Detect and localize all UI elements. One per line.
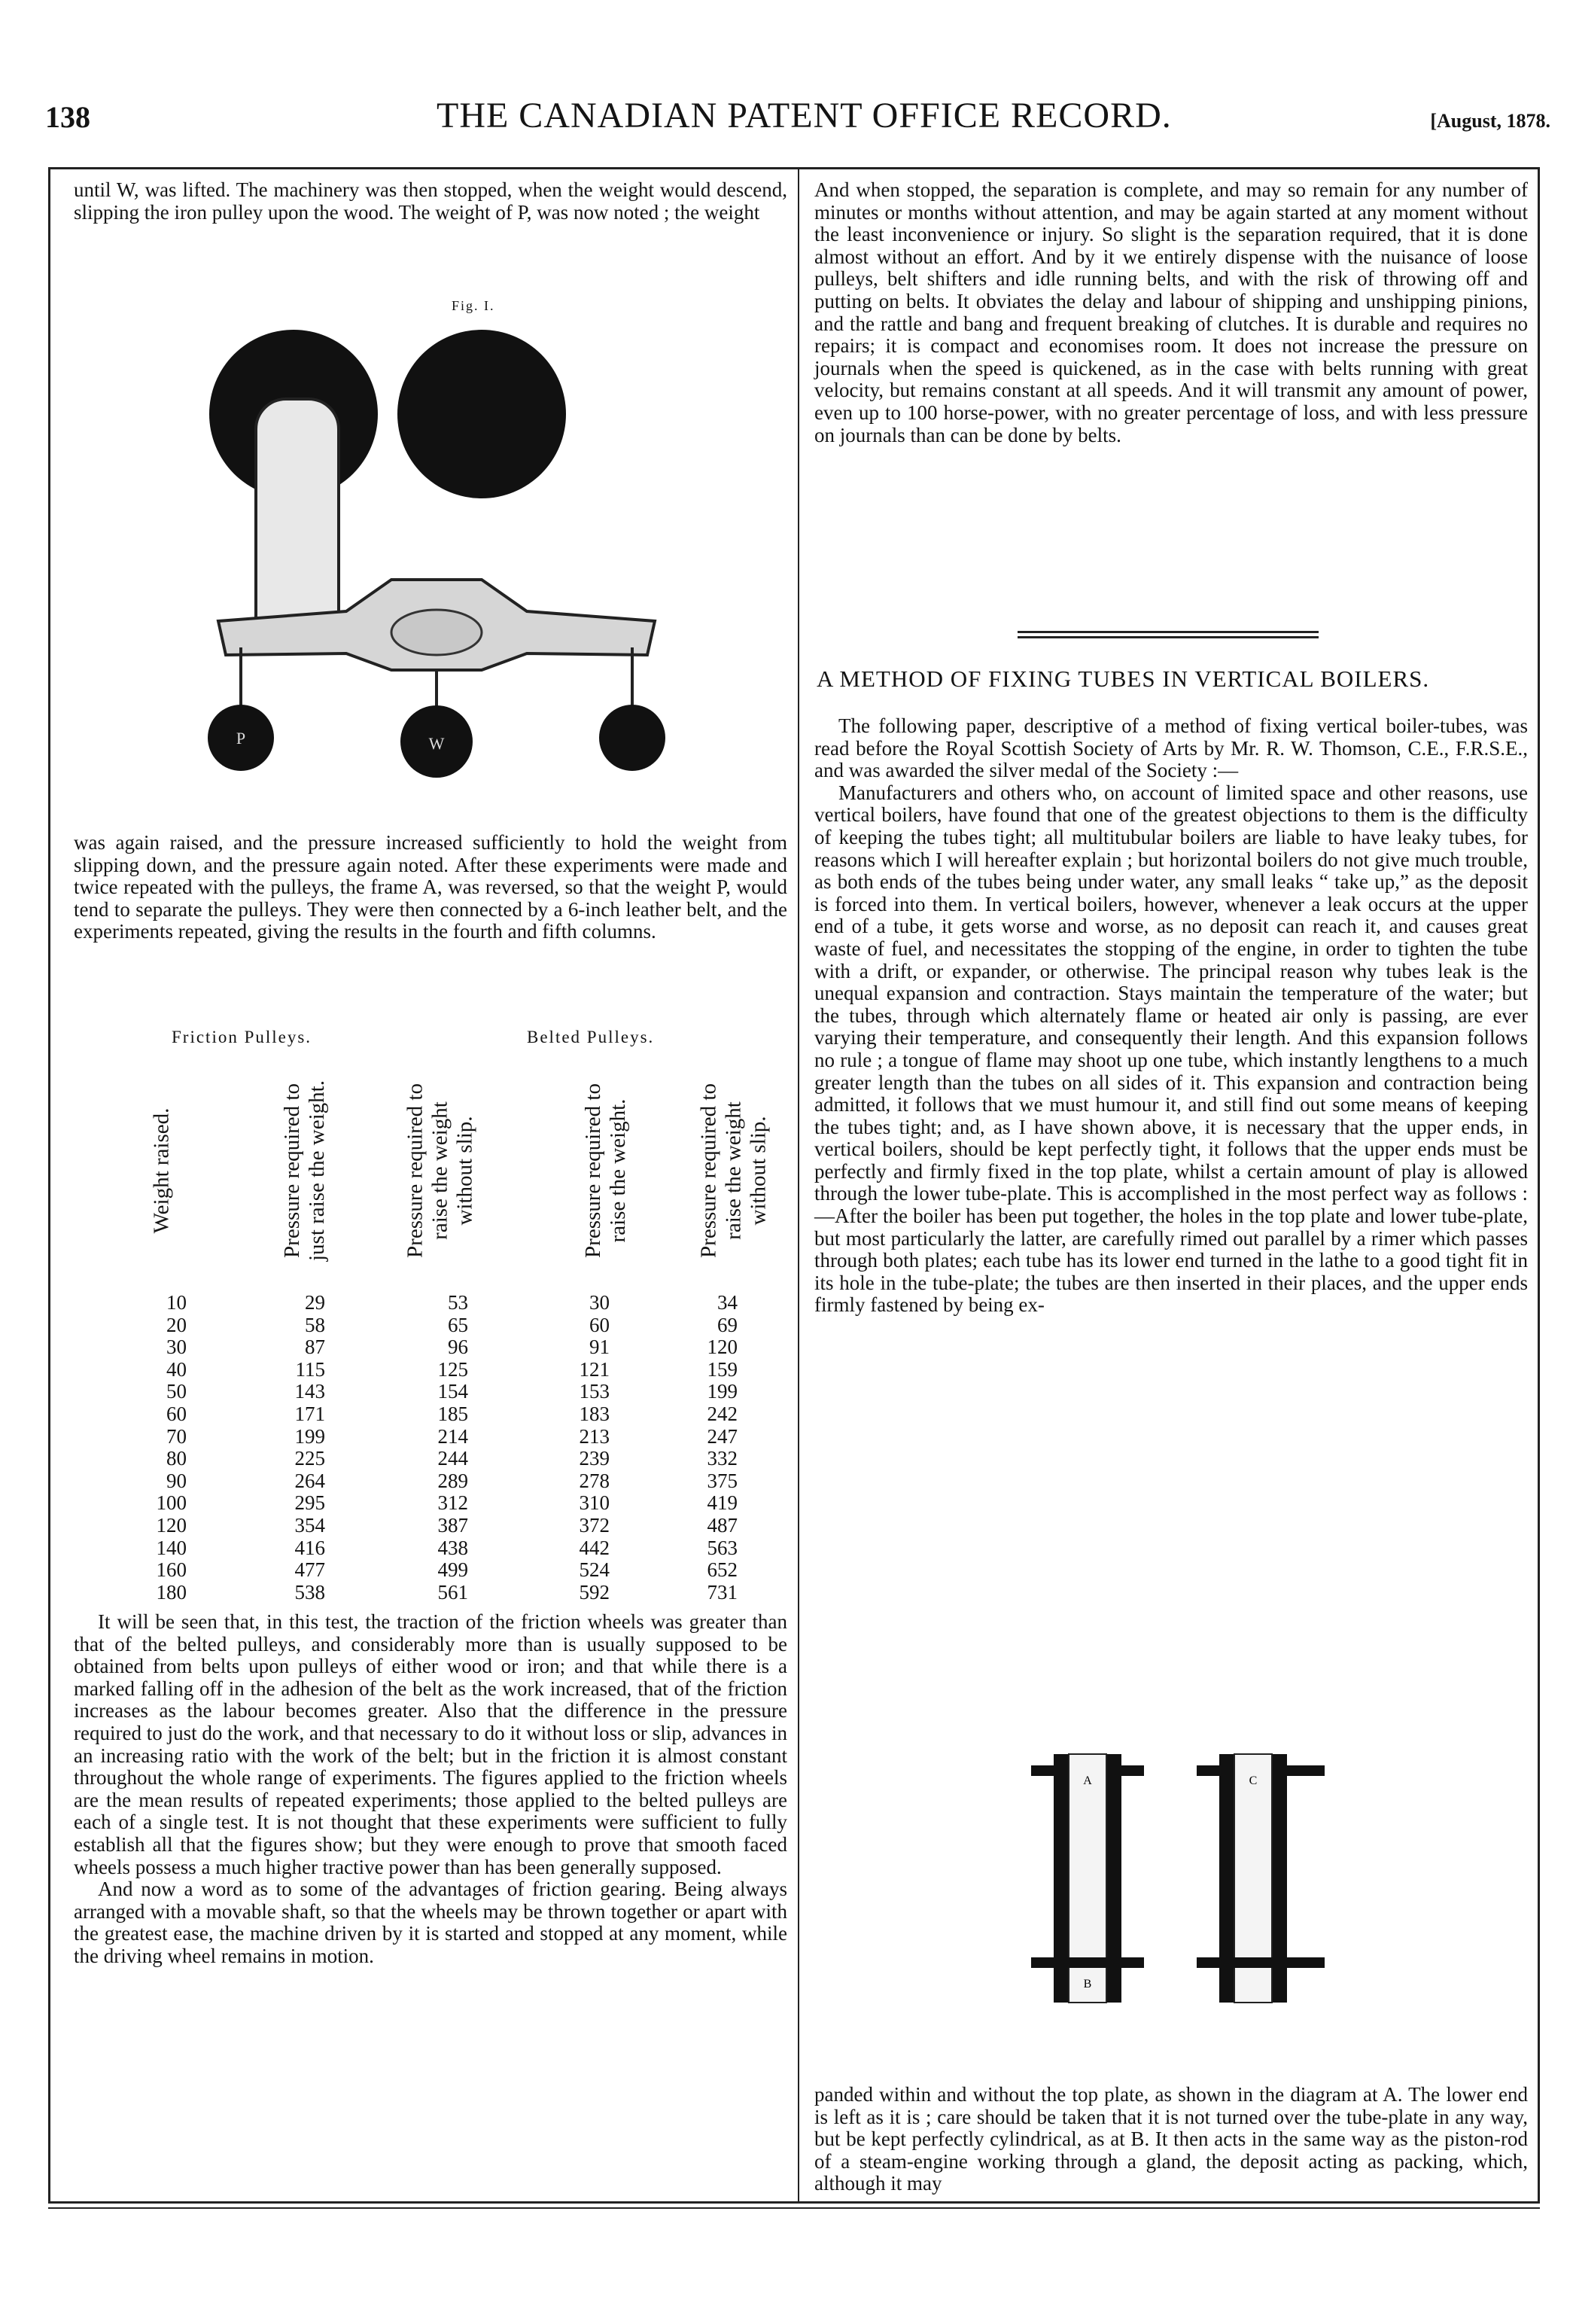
label-a: A: [1083, 1774, 1092, 1787]
left-after-figure-paragraph: was again raised, and the pressure increased sufficiently to hold the weight from slipping down, and the pressure again noted. After these experiments were made and twice repeated with the pulleys, the frame A, was reversed, so that the weight P, would tend to separate the pulleys. They were then connected by a 6-inch leather belt, and the experiments repeated, giving the results in the fourth and fifth columns.: [74, 831, 787, 943]
figure-1-friction-pulleys: [166, 316, 723, 798]
lower-plate-right: [1197, 1957, 1325, 1968]
right-pulley-wheel: [397, 330, 566, 498]
table-column-belted-raise: 30 60 91 121 153 183 213 239 278 310 372 442 524 592: [579, 1291, 610, 1604]
table-column-weight: 10 20 30 40 50 60 70 80 90 100 120 140 160 180: [156, 1291, 187, 1604]
figure-boiler-tubes: [1031, 1747, 1347, 2018]
figure-1-caption: Fig. I.: [452, 298, 495, 313]
table-column-friction-no-slip: 53 65 96 125 154 185 214 244 289 312 387 438 499 561: [437, 1291, 468, 1604]
right-article-paragraph-2: Manufacturers and others who, on account of limited space and other reasons, use vertical boilers, have found that one of the greatest objections to them is the difficulty of keeping the tubes tight; all multitubular boilers are liable to have leaky tubes, for reasons which I will hereafter explain ; but horizontal boilers do not give much trouble, as both ends of the tubes being under water, any small leaks “ take up,” as the deposit is forced into them. In vertical boilers, however, whenever a leak occurs at the upper end of a tube, it gets worse and worse, as no deposit can reach it, and causes great waste of fuel, and necessitates the stopping of the engine, in order to tighten the tube with a drift, or expander, or otherwise. The principal reason why tubes leak is the unequal expansion and contraction. Stays maintain the temperature of the water; but the tubes, through which alternately flame or heated air only is passing, are ever varying their temperature, and consequently their length. And this expansion follows no rule ; a tongue of flame may shoot up one tube, which instantly lengthens to a much greater length than the tubes on all sides of it. This expansion and contraction being admitted, it follows that we must humour it, and still find out some means of keeping the tubes tight; and, as I have shown above, it is necessary that the upper ends, in vertical boilers, should be kept perfectly tight, it follows that the upper ends must be perfectly and firmly fixed in the top plate, whilst a certain amount of play is allowed through the lower tube-plate. This is accomplished in the most perfect way as follows :—After the boiler has been put together, the holes in the top plate and lower tube-plate, but most particularly the latter, are carefully rimed out parallel by a rimer which passes through both plates; each tube has its lower end turned in the lathe to a good tight fit in its hole in the tube-plate; the tubes are then inserted in their places, and the upper ends firmly fastened by being ex-: [814, 781, 1528, 1317]
right-intro-paragraph: And when stopped, the separation is complete, and may so remain for any number of minutes or months without attention, and may be again started at any moment without the least inconvenience or injury. So slight is the separation required, that it is done almost without an effort. And by it we entirely dispense with the nuisance of loose pulleys, belt shifters and idle running belts, and with the risk of throwing off and putting on belts. It obviates the delay and labour of shipping and unshipping pinions, and the rattle and bang and frequent breaking of clutches. It is durable and requires no repairs; it is compact and economises room. It does not increase the pressure on journals when the speed is quickened, as in the case with belts running with great velocity, but remains constant at all speeds. And it will transmit any amount of power, even up to 100 horse-power, with no greater percentage of loss, and with less pressure on journals than can be done by belts.: [814, 178, 1528, 446]
left-intro-paragraph: until W, was lifted. The machinery was then stopped, when the weight would descend, slipping the iron pulley upon the wood. The weight of P, was now noted ; the weight: [74, 178, 787, 224]
table-group-belted: Belted Pulleys.: [527, 1028, 655, 1046]
label-c: C: [1249, 1774, 1258, 1787]
left-after-figure-text: [74, 832, 787, 943]
section-separator: [1018, 631, 1319, 641]
right-closing-paragraph: panded within and without the top plate, as shown in the diagram at A. The lower end is left as it is ; care should be taken that it is not turned over the tube-plate in any way, but be kept perfectly cylindrical, as at B. It then acts in the same way as the piston-rod of a steam-engine working through a gland, the deposit acting as packing, which, although it may: [814, 2083, 1528, 2195]
right-article-paragraph-1: The following paper, descriptive of a method of fixing vertical boiler-tubes, was read before the Royal Scottish Society of Arts by Mr. R. W. Thomson, C.E., F.R.S.E., and was awarded the silver medal of the Society :—: [814, 714, 1528, 782]
left-body-text: [74, 1611, 787, 1968]
frame-hub: [391, 610, 482, 655]
right-article-text: [814, 715, 1528, 1317]
table-header-belted-no-slip: Pressure required to raise the weight without slip.: [696, 1083, 771, 1258]
table-header-friction-just: Pressure required to just raise the weight.: [280, 1080, 329, 1262]
table-header-weight: Weight raised.: [149, 1107, 174, 1234]
table-header-belted-raise: Pressure required to raise the weight.: [581, 1083, 630, 1258]
weight-p-label: P: [236, 729, 246, 748]
lower-plate-left: [1031, 1957, 1144, 1968]
right-intro-text: [814, 179, 1528, 446]
issue-date: [August, 1878.: [1430, 110, 1550, 132]
counterweight: [599, 705, 665, 771]
left-body-paragraph-1: It will be seen that, in this test, the traction of the friction wheels was greater than that of the belted pulleys, and considerably more than is usually supposed to be obtained from belts upon pulleys of either wood or iron; and that while there is a marked falling off in the adhesion of the belt as the work increased, that of the friction increases as the labour becomes greater. Also that the difference in the pressure required to just do the work, and that necessary to do it without loss or slip, advances in an increasing ratio with the work of the belt; but in the friction it is almost constant throughout the whole range of experiments. The figures applied to the friction wheels are the mean results of repeated experiments; those applied to the belted pulleys are each of a single test. It is not thought that these experiments were sufficient to fully establish all that the figures show; but they were enough to prove that smooth faced wheels possess a much higher tractive power than has been generally supposed.: [74, 1610, 787, 1878]
left-body-paragraph-2: And now a word as to some of the advantages of friction gearing. Being always arranged with a movable shaft, so that the wheels may be thrown together or apart with the greatest ease, the machine driven by it is started and stopped at any moment, while the driving wheel remains in motion.: [74, 1878, 787, 1967]
table-group-friction: Friction Pulleys.: [172, 1028, 312, 1046]
pulley-arm: [256, 399, 339, 647]
weight-w-label: W: [428, 734, 445, 753]
frame-bottom-rule: [48, 2207, 1540, 2209]
label-b: B: [1083, 1978, 1092, 1990]
page-number: 138: [45, 100, 90, 134]
right-closing-text: [814, 2084, 1528, 2195]
page-header: [45, 96, 1550, 160]
left-intro-text: [74, 179, 787, 224]
table-header-friction-no-slip: Pressure required to raise the weight without slip.: [403, 1083, 477, 1258]
section-title: A METHOD OF FIXING TUBES IN VERTICAL BOILERS.: [817, 666, 1430, 692]
running-title: THE CANADIAN PATENT OFFICE RECORD.: [437, 96, 1172, 136]
table-column-belted-no-slip: 34 69 120 159 199 242 247 332 375 419 487 563 652 731: [707, 1291, 738, 1604]
table-column-friction-just: 29 58 87 115 143 171 199 225 264 295 354 416 477 538: [294, 1291, 325, 1604]
